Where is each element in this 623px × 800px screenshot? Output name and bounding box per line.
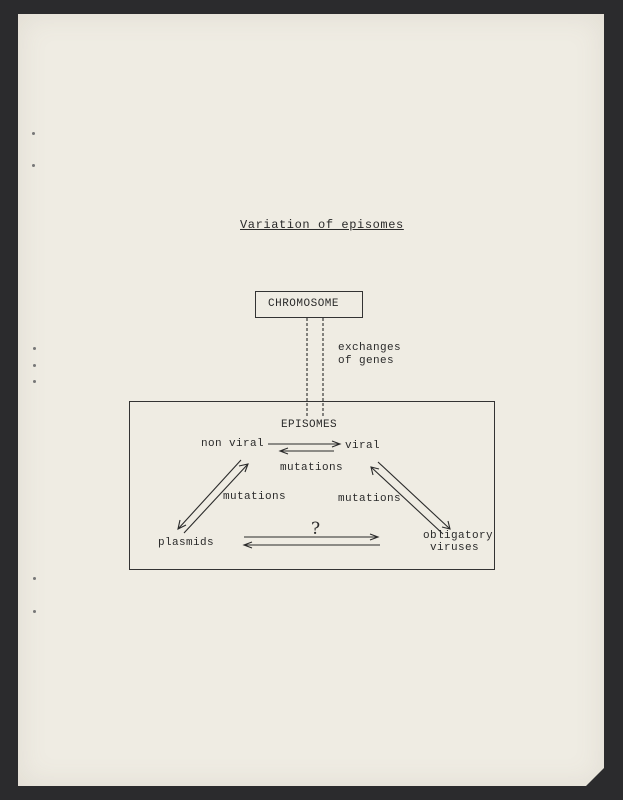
chromosome-label: CHROMOSOME (268, 298, 340, 310)
non-viral-label: non viral (201, 438, 265, 450)
obligatory-viruses-label-line2: viruses (430, 542, 480, 554)
handwritten-question-mark: ? (311, 519, 321, 539)
obligatory-viruses-label-line1: obligatory (423, 530, 494, 542)
mutations-left-label: mutations (223, 491, 287, 503)
diagram-connectors (18, 14, 604, 786)
exchanges-label-line2: of genes (338, 355, 395, 367)
diagram-title: Variation of episomes (240, 218, 404, 232)
viral-label: viral (345, 440, 381, 452)
paper-sheet (18, 14, 604, 786)
arrow-obligatory-to-viral (371, 467, 443, 534)
arrow-viral-to-obligatory (378, 462, 450, 529)
mutations-right-label: mutations (338, 493, 402, 505)
exchanges-label-line1: exchanges (338, 342, 402, 354)
plasmids-label: plasmids (158, 537, 215, 549)
mutations-top-label: mutations (280, 462, 344, 474)
arrow-nonviral-to-plasmids (178, 460, 241, 529)
torn-corner (586, 768, 604, 786)
episomes-label: EPISOMES (281, 419, 338, 431)
arrow-plasmids-to-nonviral (184, 464, 248, 533)
